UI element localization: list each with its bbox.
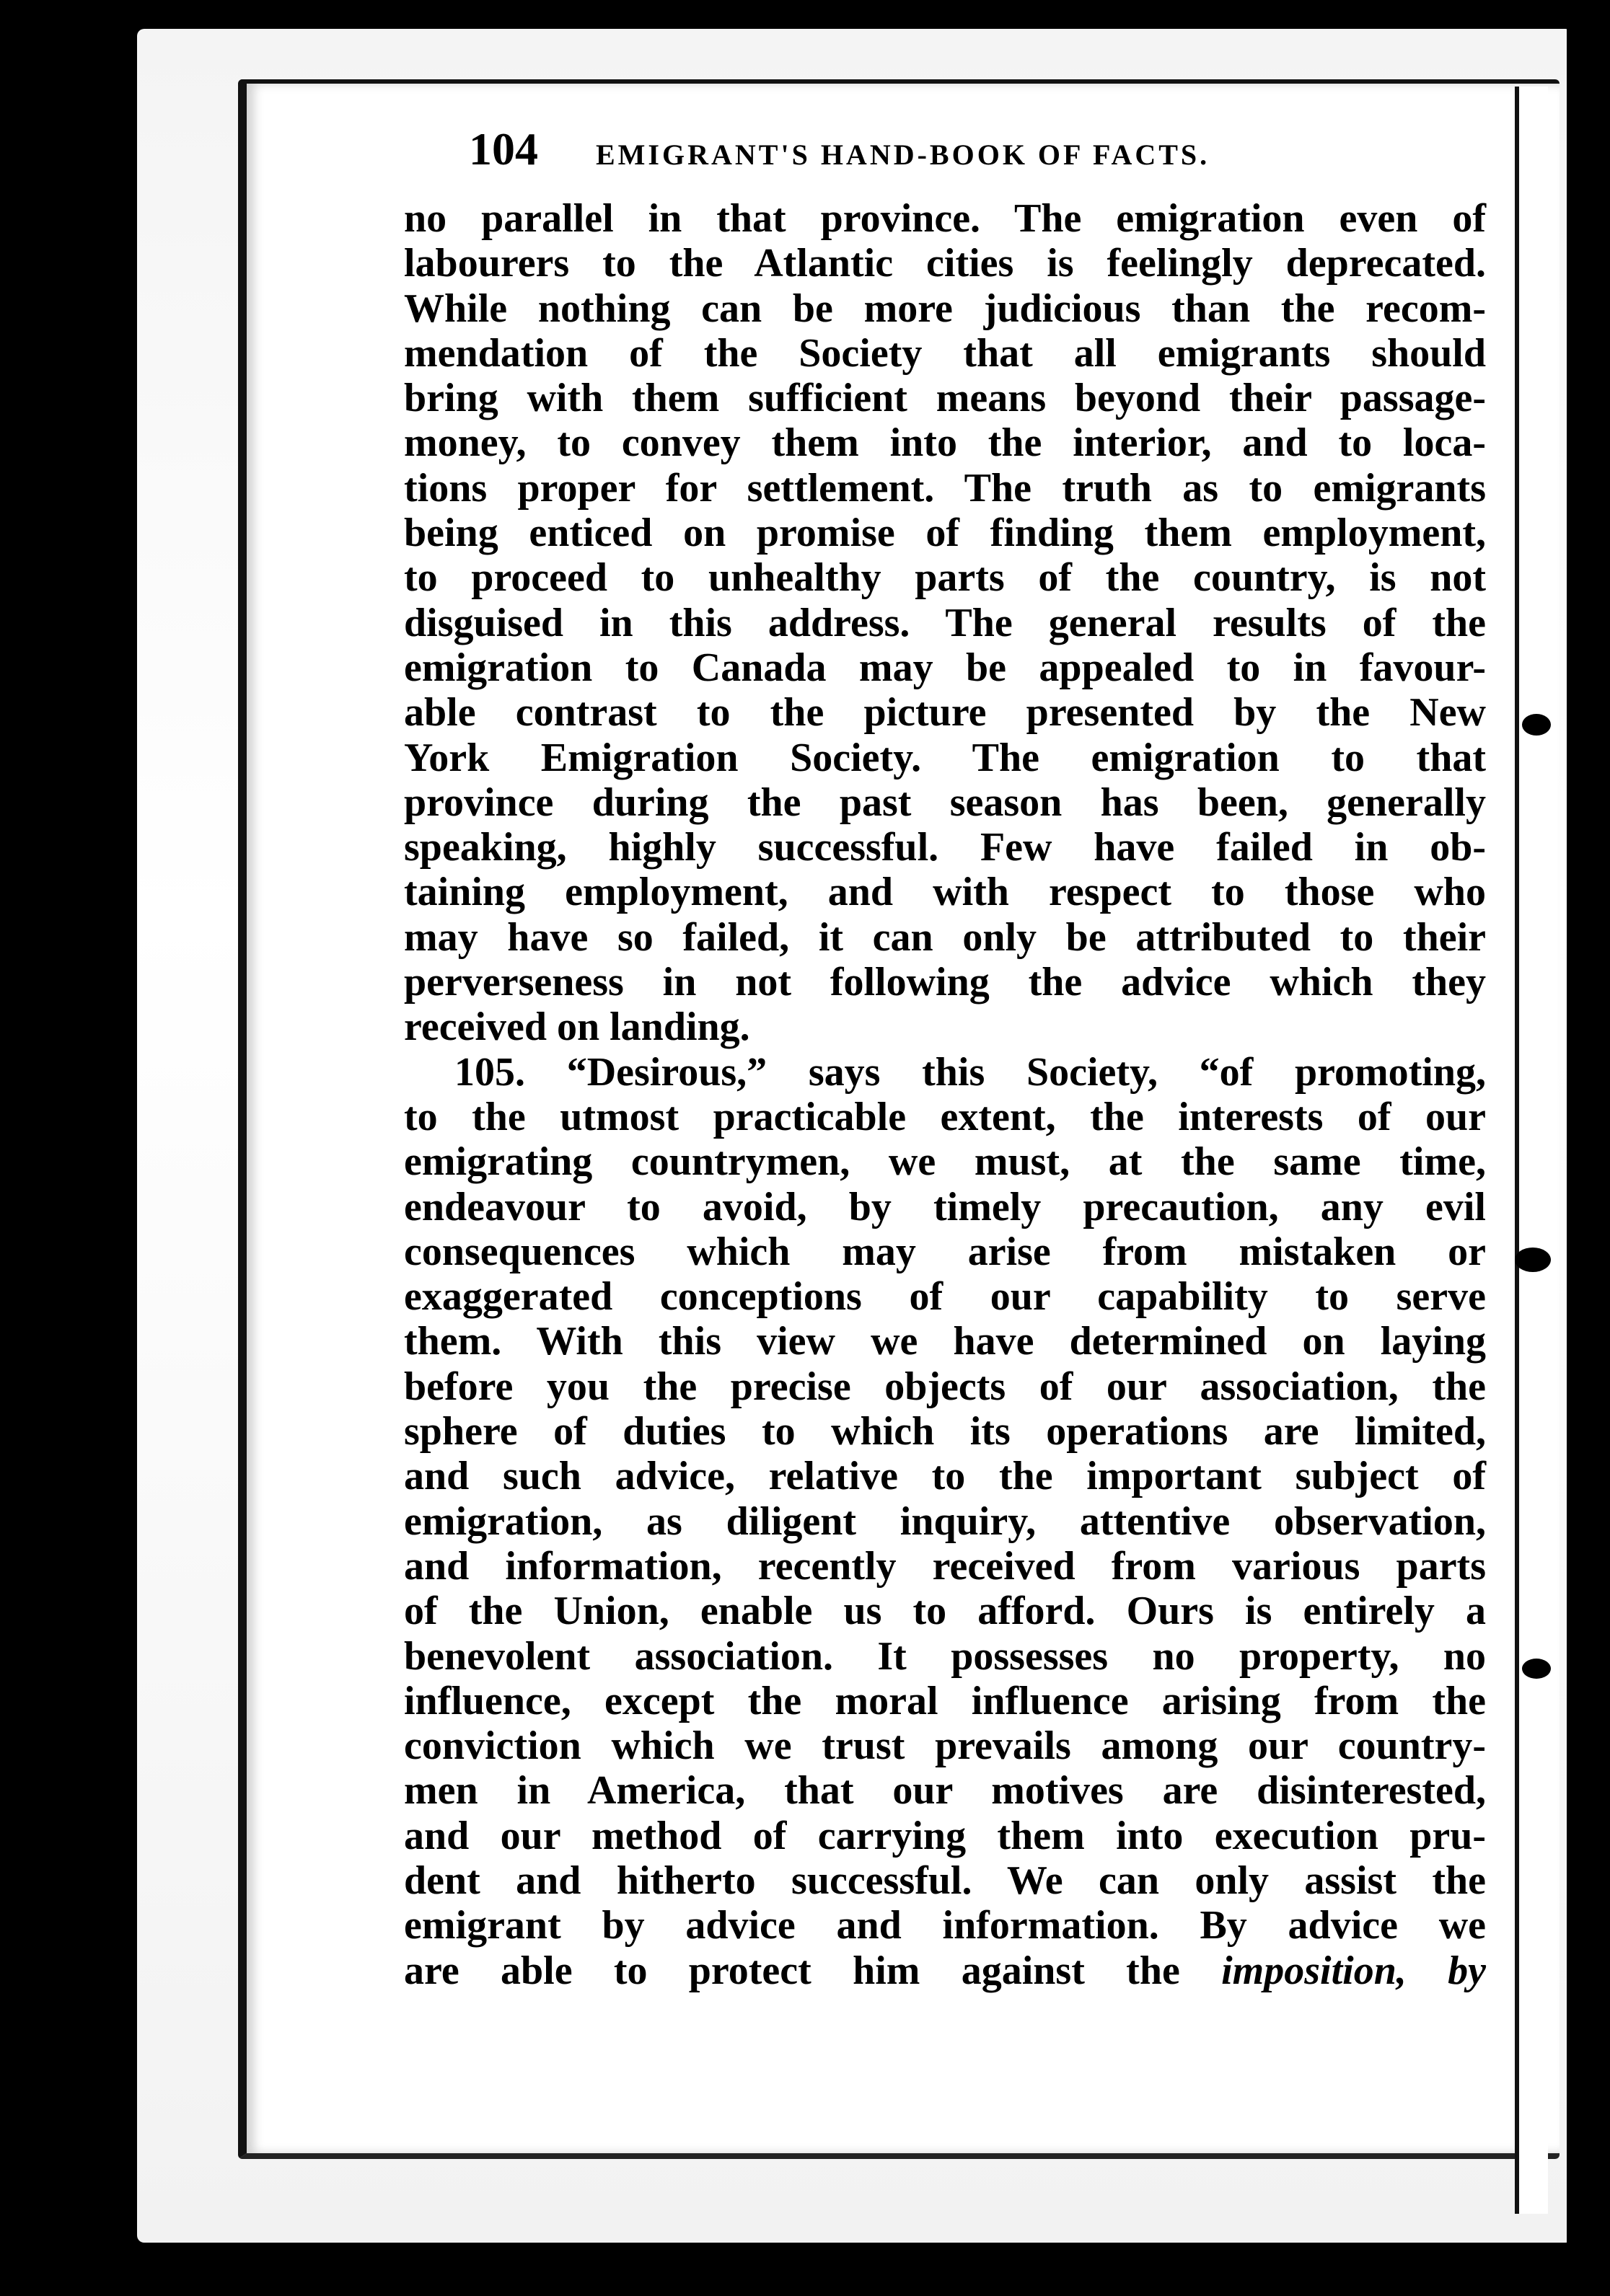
text-line: York Emigration Society. The emigration to that bbox=[404, 735, 1486, 780]
text-line: to proceed to unhealthy parts of the country, is not bbox=[404, 555, 1486, 601]
text-line: bring with them sufficient means beyond their passage- bbox=[404, 376, 1486, 421]
text-line: taining employment, and with respect to those who bbox=[404, 870, 1486, 915]
text-line: labourers to the Atlantic cities is feelingly deprecated. bbox=[404, 241, 1486, 286]
paragraph-1 bbox=[404, 196, 1486, 1050]
text-line: sphere of duties to which its operations are limited, bbox=[404, 1409, 1486, 1454]
text-line: dent and hitherto successful. We can only assist the bbox=[404, 1858, 1486, 1903]
text-line: and our method of carrying them into execution pru- bbox=[404, 1813, 1486, 1858]
adjacent-page-edge bbox=[1515, 87, 1548, 2214]
text-line: disguised in this address. The general results of the bbox=[404, 600, 1486, 645]
text-line: able contrast to the picture presented by the New bbox=[404, 690, 1486, 736]
text-line: and such advice, relative to the important subject of bbox=[404, 1454, 1486, 1499]
text-line: before you the precise objects of our association, the bbox=[404, 1364, 1486, 1409]
text-line: received on landing. bbox=[404, 1004, 750, 1050]
text-line: influence, except the moral influence arising from the bbox=[404, 1678, 1486, 1723]
text-line: them. With this view we have determined on laying bbox=[404, 1319, 1486, 1364]
body-text bbox=[404, 196, 1486, 1993]
text-line: perverseness in not following the advice which they bbox=[404, 960, 1486, 1005]
text-line: emigrant by advice and information. By advice we bbox=[404, 1903, 1486, 1948]
text-line: being enticed on promise of finding them employment, bbox=[404, 511, 1486, 556]
text-line bbox=[404, 1948, 1486, 1993]
text-line: conviction which we trust prevails among our country- bbox=[404, 1723, 1486, 1769]
text-line: tions proper for settlement. The truth as to emigrants bbox=[404, 465, 1486, 511]
text-line: may have so failed, it can only be attributed to their bbox=[404, 914, 1486, 960]
corner-mark bbox=[22, 79, 46, 95]
text-block bbox=[404, 123, 1486, 1993]
text-line: exaggerated conceptions of our capability to serve bbox=[404, 1274, 1486, 1320]
binding-mark-2 bbox=[1515, 1248, 1551, 1272]
text-line: consequences which may arise from mistaken or bbox=[404, 1229, 1486, 1274]
text-line: emigrating countrymen, we must, at the same time, bbox=[404, 1139, 1486, 1185]
text-line: of the Union, enable us to afford. Ours is entirely a bbox=[404, 1589, 1486, 1634]
text-line: benevolent association. It possesses no property, no bbox=[404, 1633, 1486, 1679]
scan-margin bbox=[1567, 0, 1610, 2296]
paragraph-2 bbox=[404, 1050, 1486, 1993]
text-line: money, to convey them into the interior, and to loca- bbox=[404, 420, 1486, 466]
page-number: 104 bbox=[469, 123, 538, 175]
running-head bbox=[469, 123, 1486, 180]
text-line: endeavour to avoid, by timely precaution, any evil bbox=[404, 1184, 1486, 1229]
text-line: to the utmost practicable extent, the interests of our bbox=[404, 1094, 1486, 1139]
text-line: and information, recently received from various parts bbox=[404, 1543, 1486, 1589]
binding-mark-3 bbox=[1522, 1659, 1551, 1679]
text-line: men in America, that our motives are disinterested, bbox=[404, 1768, 1486, 1814]
text-line: emigration, as diligent inquiry, attentive observation, bbox=[404, 1498, 1486, 1544]
text-line: mendation of the Society that all emigrants should bbox=[404, 330, 1486, 376]
running-title: EMIGRANT'S HAND-BOOK OF FACTS. bbox=[596, 138, 1210, 171]
text-line: province during the past season has been, generally bbox=[404, 780, 1486, 825]
text-line: no parallel in that province. The emigration even of bbox=[404, 196, 1486, 241]
text-line: 105. “Desirous,” says this Society, “of promoting, bbox=[454, 1049, 1486, 1095]
binding-mark-1 bbox=[1522, 714, 1551, 736]
text-line: speaking, highly successful. Few have failed in ob- bbox=[404, 825, 1486, 870]
text-line: While nothing can be more judicious than the recom- bbox=[404, 286, 1486, 331]
text-line-italic: imposition, by bbox=[1221, 1948, 1487, 1993]
text-line-plain: are able to protect him against the bbox=[404, 1948, 1180, 1993]
text-line: emigration to Canada may be appealed to in favour- bbox=[404, 645, 1486, 690]
